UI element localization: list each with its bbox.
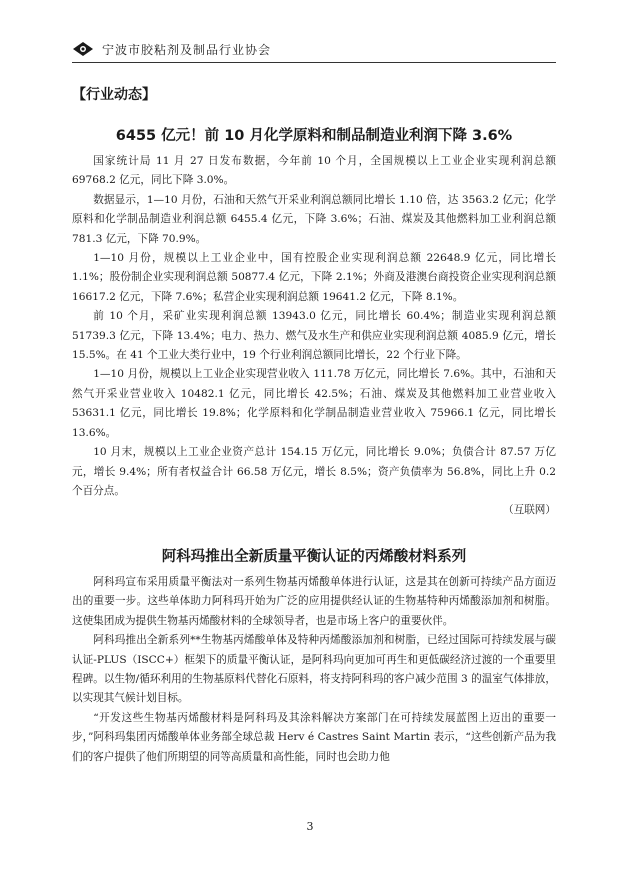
article-source: （互联网） xyxy=(503,504,556,517)
article-title: 6455 亿元！前 10 月化学原料和制品制造业利润下降 3.6% xyxy=(115,128,513,144)
article-title: 阿科玛推出全新质量平衡认证的丙烯酸材料系列 xyxy=(161,549,467,565)
paragraph: 数据显示，1—10 月份，石油和天然气开采业利润总额同比增长 1.10 倍，达 3563.2 亿元；化学原料和化学制品制造业利润总额 6455.4 亿元，下降 3.6%；石油、煤炭及其他燃料加工业利润总额 781.3 亿元，下降 70.9%。 xyxy=(72,193,556,245)
paragraph: 国家统计局 11 月 27 日发布数据，今年前 10 个月，全国规模以上工业企业实现利润总额 69768.2 亿元，同比下降 3.0%。 xyxy=(72,155,556,187)
paragraph: 1—10 月份，规模以上工业企业实现营业收入 111.78 万亿元，同比增长 7.6%。其中，石油和天然气开采业营业收入 10482.1 亿元，同比增长 42.5%；石油、煤炭及其他燃料加工业营业收入 53631.1 亿元，同比增长 19.8%；化学原料和化学制品制造业营业收入 75966.1 亿元，同比增长 13.6%。 xyxy=(72,368,556,439)
association-logo-icon xyxy=(72,41,94,57)
paragraph: 10 月末，规模以上工业企业资产总计 154.15 万亿元，同比增长 9.0%；负债合计 87.57 万亿元，增长 9.4%；所有者权益合计 66.58 万亿元，增长 8.5%；资产负债率为 56.8%，同比上升 0.2 个百分点。 xyxy=(72,446,556,497)
organization-name: 宁波市胶粘剂及制品行业协会 xyxy=(102,42,272,57)
page-header xyxy=(72,38,556,60)
paragraph: 阿科玛推出全新系列**生物基丙烯酸单体及特种丙烯酸添加剂和树脂，已经过国际可持续发展与碳认证-PLUS（ISCC+）框架下的质量平衡认证，是阿科玛向更加可再生和更低碳经济过渡的一个重要里程碑。以生物/循环利用的生物基原料代替化石原料，将支持阿科玛的客户减少范围 3 的温室气体排放，以实现其气候计划目标。 xyxy=(72,634,556,705)
paragraph: 阿科玛宣布采用质量平衡法对一系列生物基丙烯酸单体进行认证，这是其在创新可持续产品方面迈出的重要一步。这些单体助力阿科玛开始为广泛的应用提供经认证的生物基特种丙烯酸添加剂和树脂。这使集团成为提供生物基丙烯酸材料的全球领导者，也是市场上客户的重要伙伴。 xyxy=(72,576,556,627)
paragraph: 前 10 个月，采矿业实现利润总额 13943.0 亿元，同比增长 60.4%；制造业实现利润总额 51739.3 亿元，下降 13.4%；电力、热力、燃气及水生产和供应业实现利润总额 4085.9 亿元，增长 15.5%。在 41 个工业大类行业中，19 个行业利润总额同比增长，22 个行业下降。 xyxy=(72,310,556,362)
article-body xyxy=(72,573,556,767)
article-body xyxy=(72,152,556,521)
paragraph: 1—10 月份，规模以上工业企业中，国有控股企业实现利润总额 22648.9 亿元，同比增长 1.1%；股份制企业实现利润总额 50877.4 亿元，下降 2.1%；外商及港澳台商投资企业实现利润总额 16617.2 亿元，下降 7.6%；私营企业实现利润总额 19641.2 亿元，下降 8.1%。 xyxy=(72,252,556,303)
section-label: 【行业动态】 xyxy=(72,87,156,103)
page-number: 3 xyxy=(306,820,314,833)
header-divider xyxy=(72,62,556,63)
paragraph: “开发这些生物基丙烯酸材料是阿科玛及其涂料解决方案部门在可持续发展蓝图上迈出的重要一步，”阿科玛集团丙烯酸单体业务部全球总裁 Herv é Castres Saint Martin 表示，“这些创新产品为我们的客户提供了他们所期望的同等高质量和高性能，同时也会助力他 xyxy=(72,711,556,763)
